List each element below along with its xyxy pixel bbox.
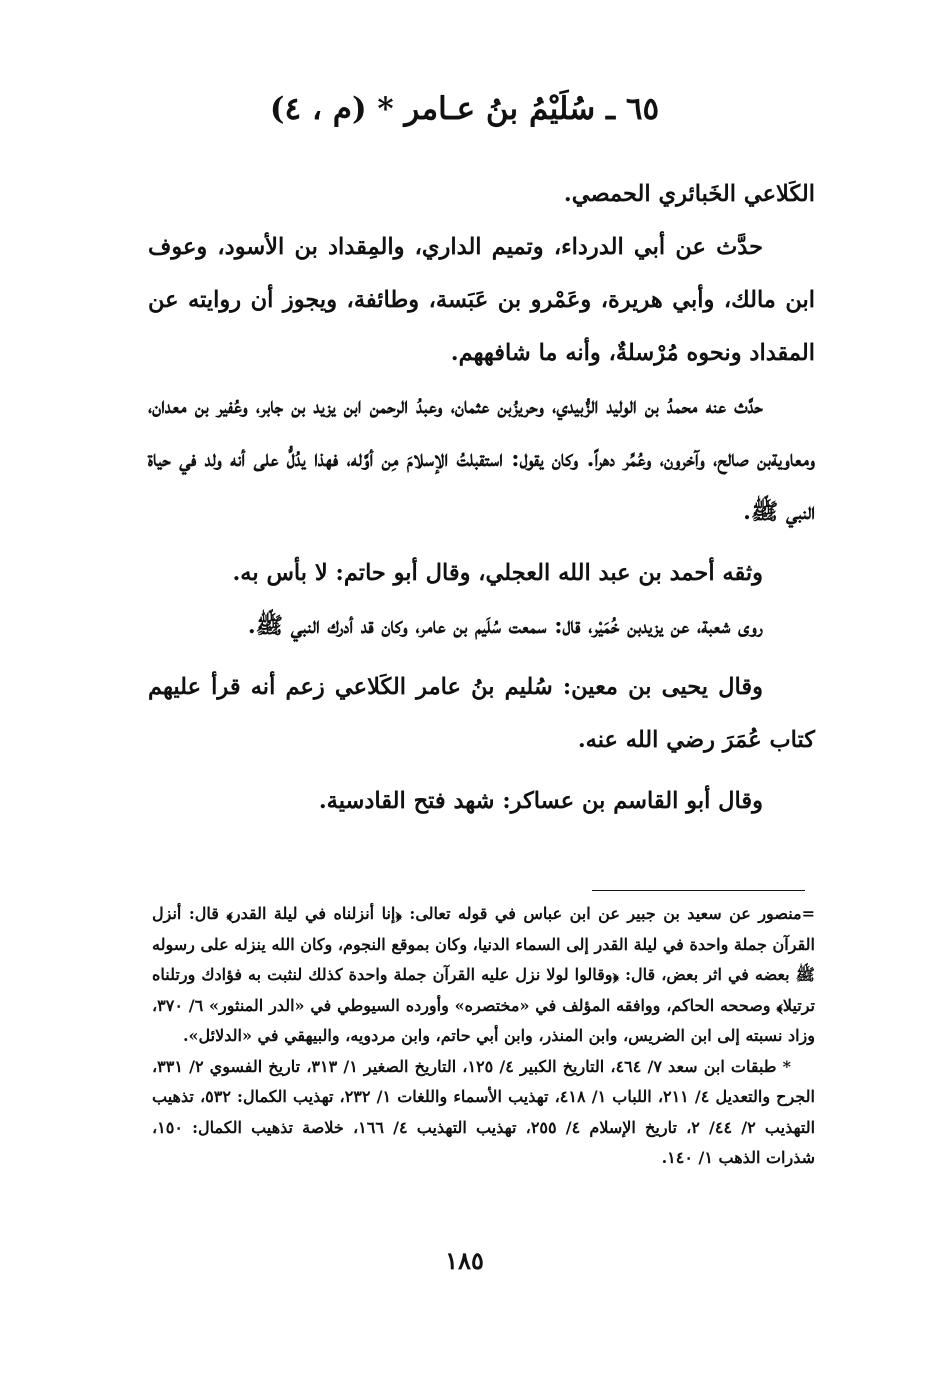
- footnote-sources: * طبقات ابن سعد ٧/ ٤٦٤، التاريخ الكبير ٤/ ١٢٥، التاريخ الصغير ١/ ٣١٣، تاريخ الفسوي ٢/ ٣٣١، الجرح والتعديل ٤/ ٢١١، اللباب ١/ ٤١٨، تهذيب الأسماء واللغات ١/ ٢٣٢، تهذيب الكمال: ٥٣٢، تذهيب التهذيب ٢/ ٤٤/ ٢، تاريخ الإسلام ٤/ ٢٥٥، تهذيب التهذيب ٤/ ١٦٦، خلاصة تذهيب الكمال: ١٥٠، شذرات الذهب ١/ ١٤٠.: [152, 1056, 816, 1167]
- page-number: ١٨٥: [445, 1246, 484, 1275]
- paragraph-nisba: الكَلاعي الخَبائري الحمصي.: [563, 181, 815, 207]
- entry-title: ٦٥ ـ سُلَيْمُ بنُ عـامر * (م ، ٤): [269, 91, 660, 127]
- paragraph-authentication: وثقه أحمد بن عبد الله العجلي، وقال أبو حاتم: لا بأس به.: [232, 560, 763, 586]
- paragraph-ibn-main-report: وقال يحيى بن معين: سُليم بنُ عامر الكَلاعي زعم أنه قرأ عليهم كتاب عُمَرَ رضي الله عنه.: [148, 674, 815, 753]
- footnote-divider: [592, 890, 805, 891]
- main-text: [148, 168, 815, 828]
- paragraph-shuba-report: روى شعبة، عن يزيدبن خُمَيْر، قال: سمعت سُلَيم بن عامر، وكان قد أدرك النبي ﷺ.: [247, 613, 763, 639]
- paragraph-teachers: حدَّث عن أبي الدرداء، وتميم الداري، والمِقداد بن الأسود، وعوف ابن مالك، وأبي هريرة، وعَمْرو بن عَبَسة، وطائفة، ويجوز أن روايته عن المقداد ونحوه مُرْسلةٌ، وأنه ما شافههم.: [148, 234, 815, 366]
- footnote-continuation: =منصور عن سعيد بن جبير عن ابن عباس في قوله تعالى: ﴿إنا أنزلناه في ليلة القدر﴾ قال: أنزل القرآن جملة واحدة في ليلة القدر إلى السماء الدنيا، وكان بموقع النجوم، وكان الله ينزله على رسوله ﷺ بعضه في اثر بعض، قال: ﴿وقالوا لولا نزل عليه القرآن جملة واحدة كذلك لنثبت به فؤادك ورتلناه ترتيلا﴾ وصححه الحاكم، ووافقه المؤلف في «مختصره» وأورده السيوطي في «الدر المنثور» ٦/ ٣٧٠، وزاد نسبته إلى ابن الضريس، وابن المنذر، وابن أبي حاتم، وابن مردويه، والبيهقي في «الدلائل».: [152, 904, 816, 1045]
- paragraph-ibn-asakir-report: وقال أبو القاسم بن عساكر: شهد فتح القادسية.: [318, 788, 763, 814]
- footnotes: [152, 899, 815, 1174]
- paragraph-students: حدَّث عنه محمدُ بن الوليد الزُّبيدي، وحريزُبن عثمان، وعبدُ الرحمن ابن يزيد بن جابر، وعُفير بن معدان، ومعاويةبن صالح، وآخرون، وعُمِّر دهراً. وكان يقول: استقبلتُ الإسلامَ مِن أوَّله، فهذا يدُلُّ على أنه ولد في حياة النبي ﷺ.: [148, 393, 815, 525]
